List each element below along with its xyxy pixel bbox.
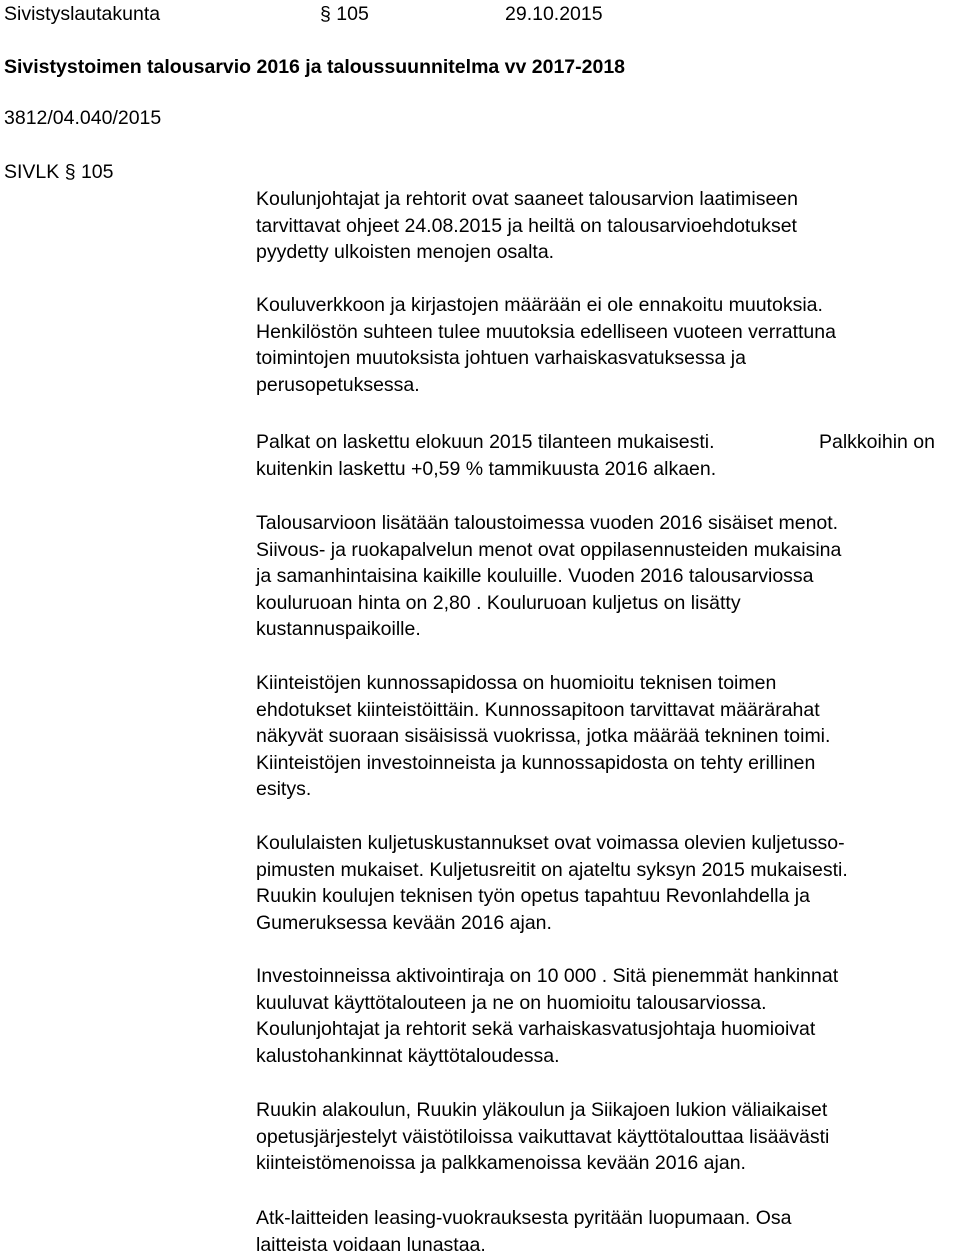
text-line-split [256, 429, 960, 456]
text-line: kustannuspaikoille. [256, 616, 960, 643]
text-line: Koulunjohtajat ja rehtorit ovat saaneet talousarvion laatimiseen [256, 186, 960, 213]
paragraph-7 [256, 963, 960, 1069]
text-line: kuuluvat käyttötalouteen ja ne on huomioitu talousarviossa. [256, 990, 960, 1017]
meeting-date: 29.10.2015 [505, 3, 603, 25]
text-line: näkyvät suoraan sisäisissä vuokrissa, jotka määrää tekninen toimi. [256, 723, 960, 750]
text-line: Koulunjohtajat ja rehtorit sekä varhaiskasvatusjohtaja huomioivat [256, 1016, 960, 1043]
text-line: kuitenkin laskettu +0,59 % tammikuusta 2016 alkaen. [256, 456, 960, 483]
reference-number: 3812/04.040/2015 [4, 107, 161, 129]
paragraph-5 [256, 670, 960, 803]
text-line: Ruukin alakoulun, Ruukin yläkoulun ja Siikajoen lukion väliaikaiset [256, 1097, 960, 1124]
text-line: kalustohankinnat käyttötaloudessa. [256, 1043, 960, 1070]
document-title: Sivistystoimen talousarvio 2016 ja taloussuunnitelma vv 2017-2018 [4, 56, 625, 78]
text-line: kouluruoan hinta on 2,80 . Kouluruoan kuljetus on lisätty [256, 590, 960, 617]
text-line: kiinteistömenoissa ja palkkamenoissa kevään 2016 ajan. [256, 1150, 960, 1177]
text-line: toimintojen muutoksista johtuen varhaiskasvatuksessa ja [256, 345, 960, 372]
text-line: perusopetuksessa. [256, 372, 960, 399]
text-line: Kiinteistöjen kunnossapidossa on huomioitu teknisen toimen [256, 670, 960, 697]
text-segment: Palkkoihin on [819, 429, 935, 456]
text-line: Investoinneissa aktivointiraja on 10 000 . Sitä pienemmät hankinnat [256, 963, 960, 990]
text-line: ja samanhintaisina kaikille kouluille. Vuoden 2016 talousarviossa [256, 563, 960, 590]
text-line: ehdotukset kiinteistöittäin. Kunnossapitoon tarvittavat määrärahat [256, 697, 960, 724]
paragraph-6 [256, 830, 960, 936]
paragraph-2 [256, 292, 960, 398]
text-line: esitys. [256, 776, 960, 803]
text-line: opetusjärjestelyt väistötiloissa vaikuttavat käyttötalouttaa lisäävästi [256, 1124, 960, 1151]
text-line: Atk-laitteiden leasing-vuokrauksesta pyritään luopumaan. Osa [256, 1205, 960, 1232]
section-number: § 105 [320, 3, 369, 25]
committee-name: Sivistyslautakunta [4, 3, 160, 25]
text-line: Koululaisten kuljetuskustannukset ovat voimassa olevien kuljetusso- [256, 830, 960, 857]
paragraph-9 [256, 1205, 960, 1258]
paragraph-1 [256, 186, 960, 266]
text-line: Kouluverkkoon ja kirjastojen määrään ei ole ennakoitu muutoksia. [256, 292, 960, 319]
text-line: pyydetty ulkoisten menojen osalta. [256, 239, 960, 266]
text-line: pimusten mukaiset. Kuljetusreitit on ajateltu syksyn 2015 mukaisesti. [256, 857, 960, 884]
text-line: tarvittavat ohjeet 24.08.2015 ja heiltä on talousarvioehdotukset [256, 213, 960, 240]
paragraph-8 [256, 1097, 960, 1177]
text-segment: Palkat on laskettu elokuun 2015 tilanteen mukaisesti. [256, 431, 715, 453]
paragraph-4 [256, 510, 960, 643]
text-line: Gumeruksessa kevään 2016 ajan. [256, 910, 960, 937]
case-label: SIVLK § 105 [4, 161, 114, 183]
text-line: Kiinteistöjen investoinneista ja kunnossapidosta on tehty erillinen [256, 750, 960, 777]
text-line: laitteista voidaan lunastaa. [256, 1232, 960, 1258]
text-line: Ruukin koulujen teknisen työn opetus tapahtuu Revonlahdella ja [256, 883, 960, 910]
text-line: Talousarvioon lisätään taloustoimessa vuoden 2016 sisäiset menot. [256, 510, 960, 537]
text-line: Siivous- ja ruokapalvelun menot ovat oppilasennusteiden mukaisina [256, 537, 960, 564]
text-line: Henkilöstön suhteen tulee muutoksia edelliseen vuoteen verrattuna [256, 319, 960, 346]
paragraph-3 [256, 429, 960, 482]
